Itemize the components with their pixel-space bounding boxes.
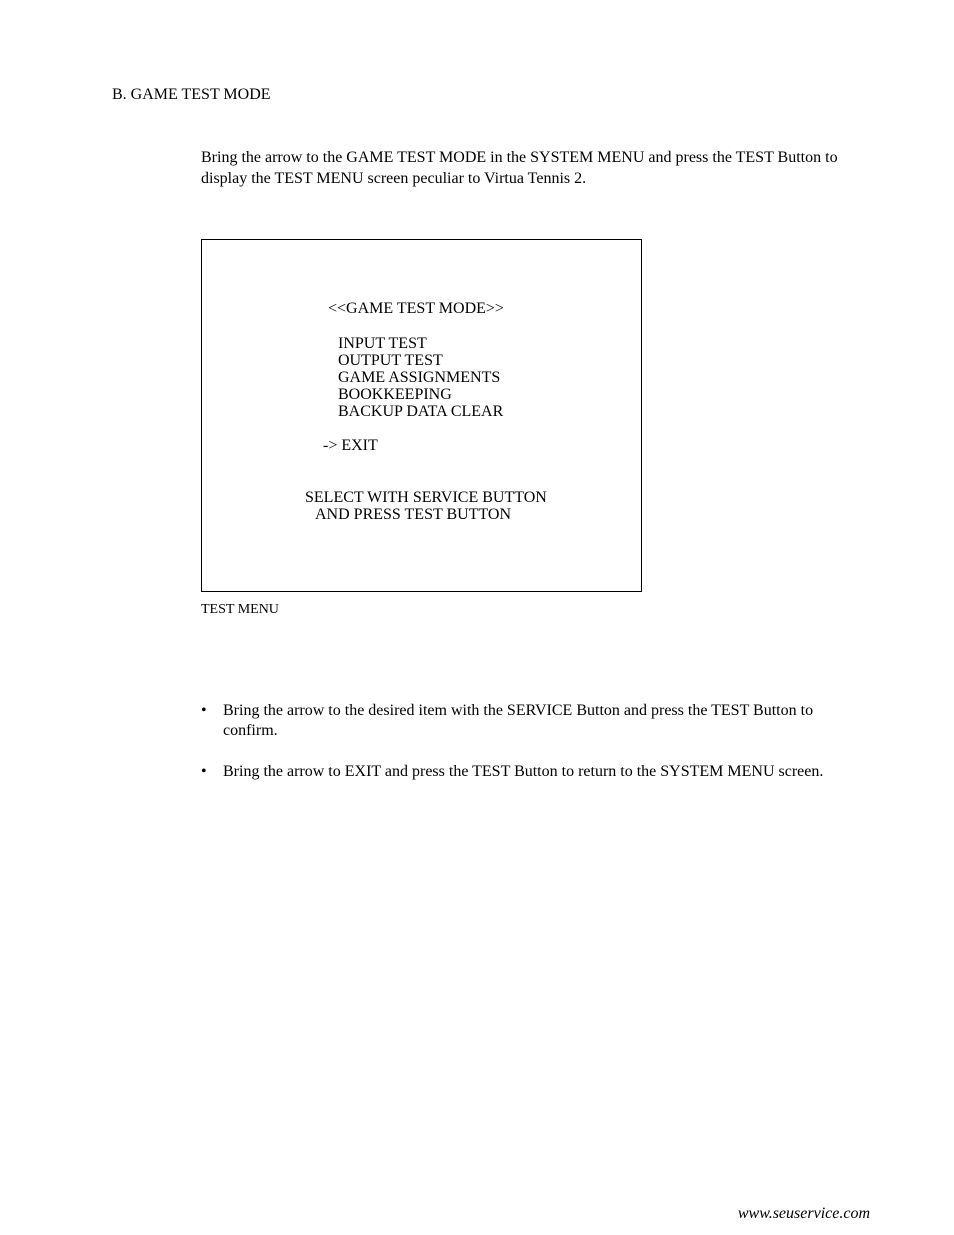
bullet-symbol: • bbox=[201, 763, 207, 780]
test-menu-screen bbox=[201, 239, 642, 592]
menu-item-game-assignments: GAME ASSIGNMENTS bbox=[338, 369, 501, 386]
bullet-symbol: • bbox=[201, 702, 207, 719]
bullet-text: Bring the arrow to the desired item with the SERVICE Button and press the TEST Button to confirm. bbox=[223, 702, 814, 739]
screen-title: <<GAME TEST MODE>> bbox=[328, 300, 504, 317]
instruction-line-2: AND PRESS TEST BUTTON bbox=[315, 506, 512, 523]
menu-item-output-test: OUTPUT TEST bbox=[338, 352, 443, 369]
footer-url: www.seuservice.com bbox=[737, 1205, 870, 1222]
instruction-line-1: SELECT WITH SERVICE BUTTON bbox=[305, 489, 547, 506]
section-heading: B. GAME TEST MODE bbox=[112, 86, 271, 103]
bullet-item bbox=[201, 762, 841, 782]
intro-paragraph: Bring the arrow to the GAME TEST MODE in the SYSTEM MENU and press the TEST Button to display the TEST MENU screen peculiar to Virtua Tennis 2. bbox=[201, 149, 838, 187]
figure-caption: TEST MENU bbox=[201, 602, 279, 617]
menu-item-backup-data-clear: BACKUP DATA CLEAR bbox=[338, 403, 504, 420]
menu-item-bookkeeping: BOOKKEEPING bbox=[338, 386, 452, 403]
bullet-item bbox=[201, 701, 841, 741]
menu-item-input-test: INPUT TEST bbox=[338, 335, 427, 352]
bullet-text: Bring the arrow to EXIT and press the TEST Button to return to the SYSTEM MENU screen. bbox=[223, 763, 824, 780]
menu-item-exit: -> EXIT bbox=[323, 437, 378, 454]
